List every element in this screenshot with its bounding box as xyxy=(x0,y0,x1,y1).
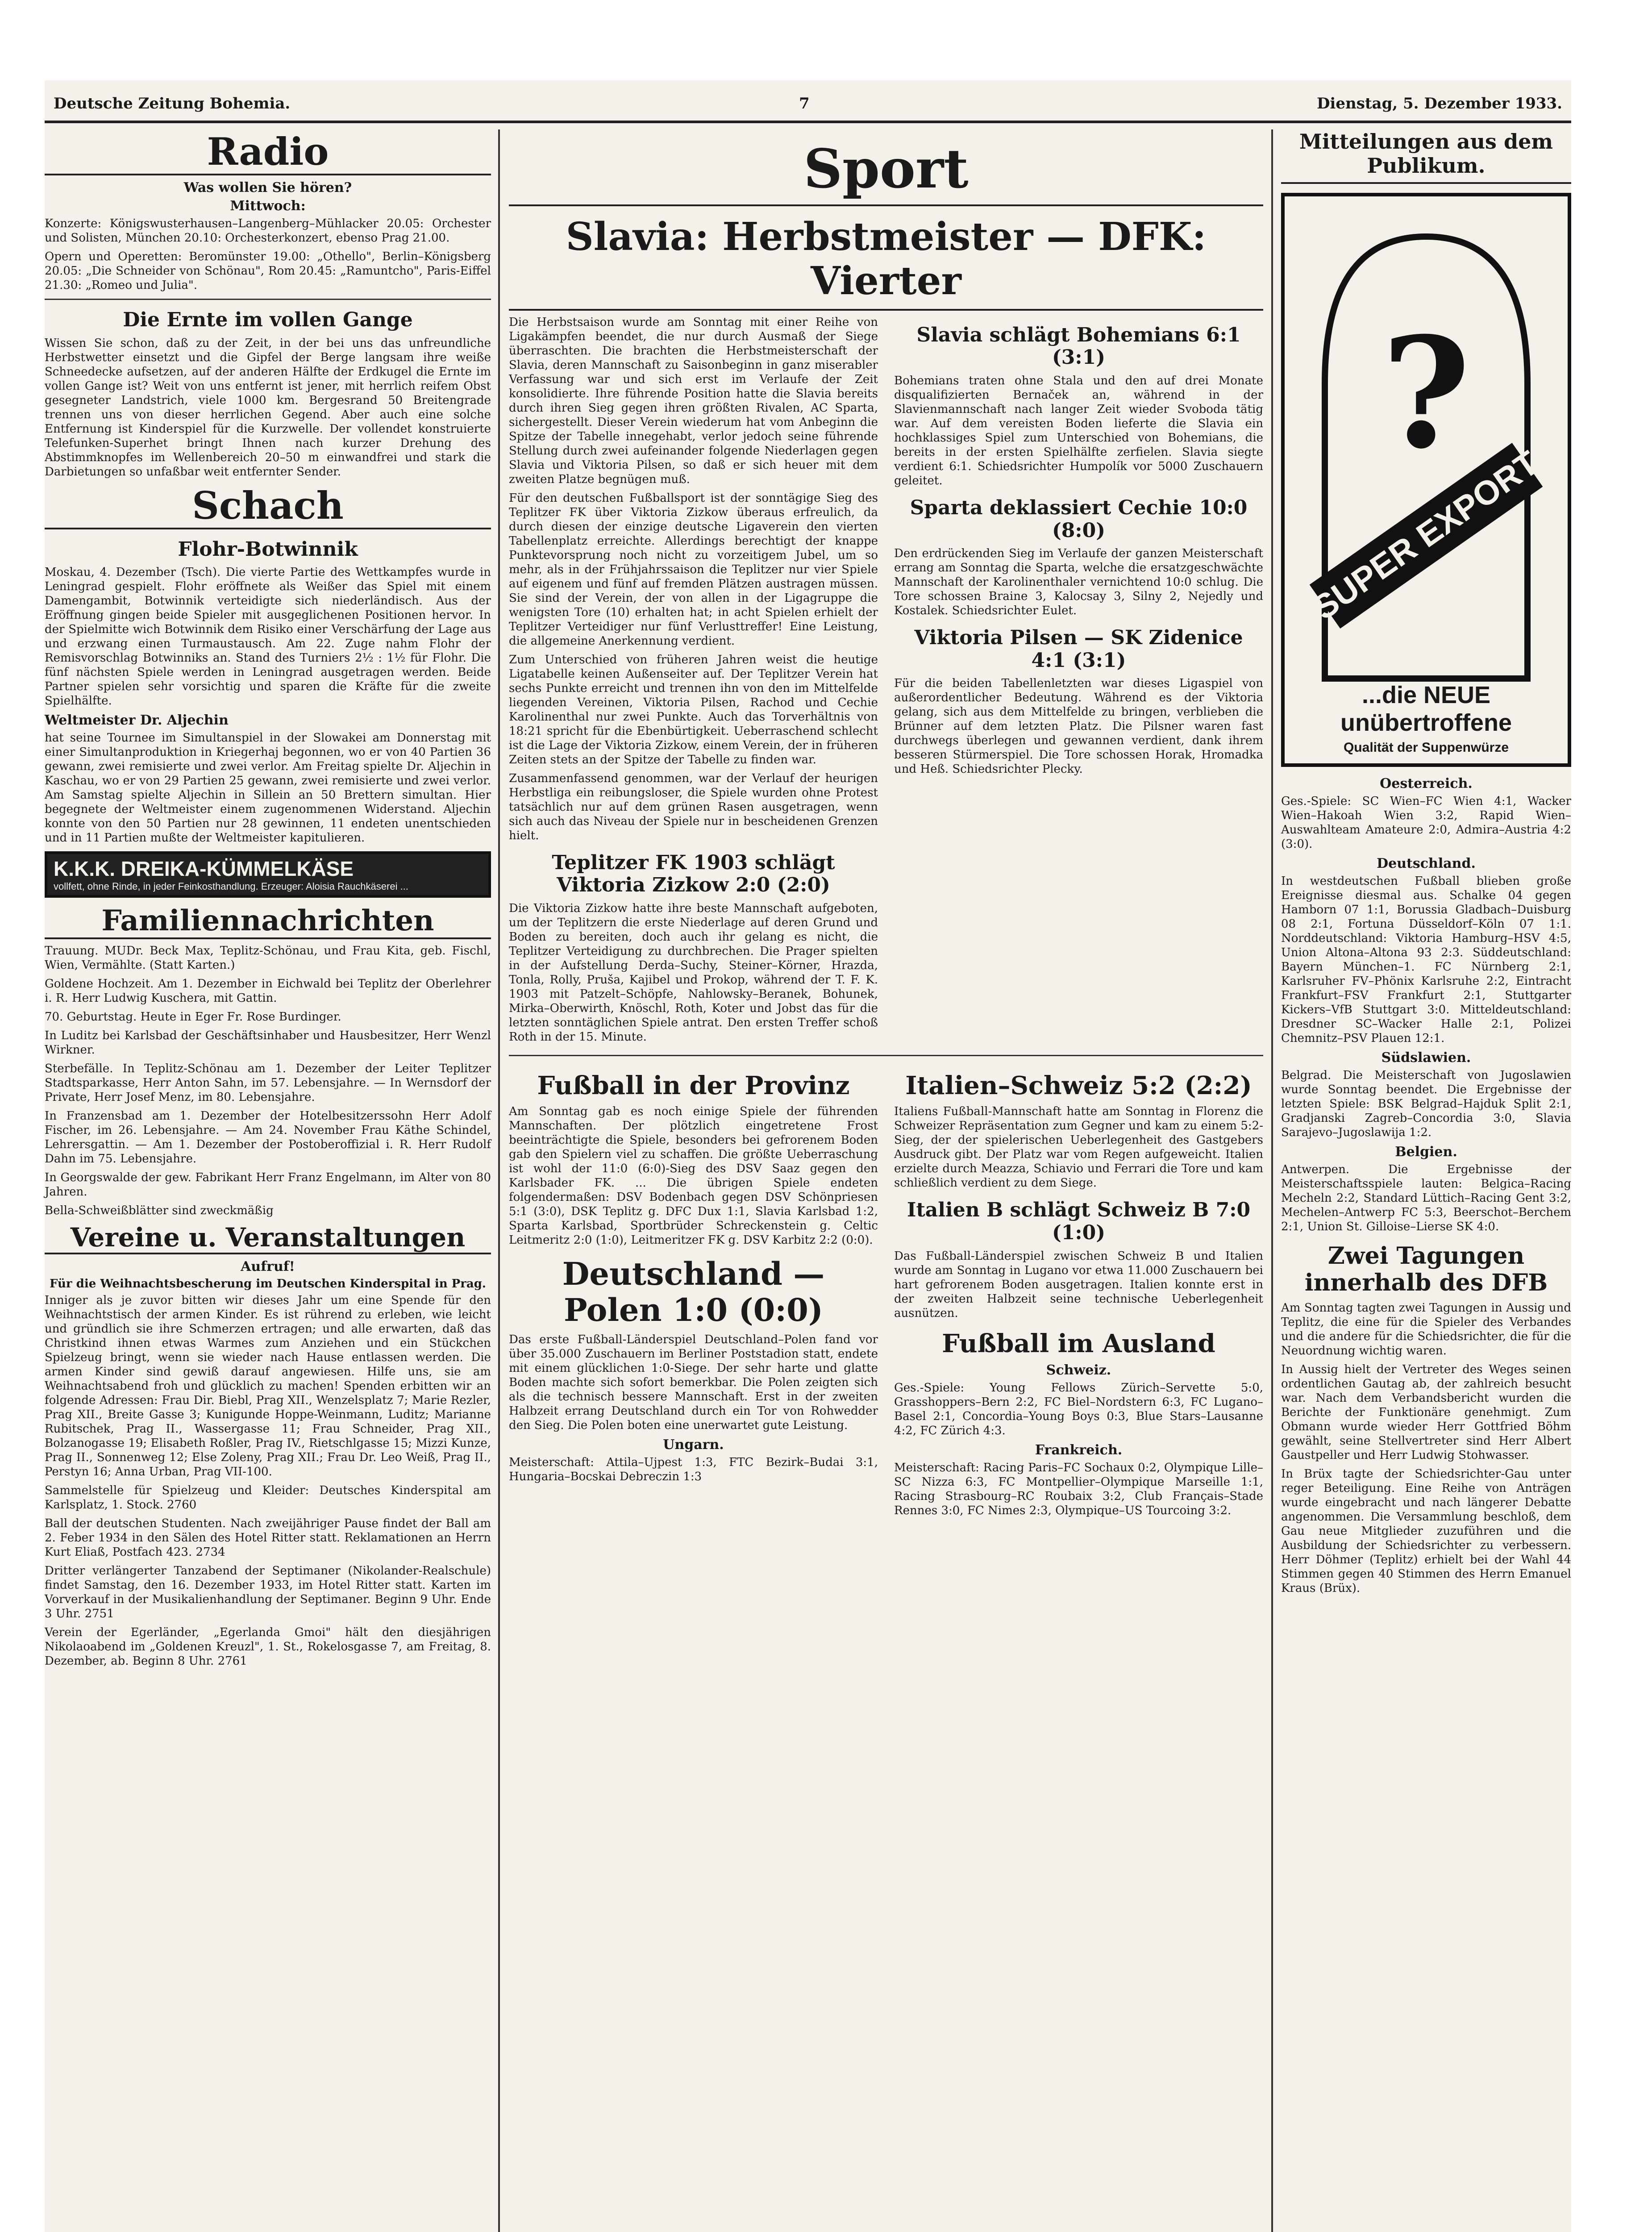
sport-column xyxy=(509,129,1263,1522)
vereine-student-ball: Ball der deutschen Studenten. Nach zweijähriger Pause findet der Ball am 2. Feber 1934 in den Sälen des Hotel Ritter statt. Reklamationen an Herrn Kurt Eliaß, Postfach 423. 2734 xyxy=(45,1517,491,1559)
right-column xyxy=(1281,129,1571,1600)
suedslavien-heading: Südslawien. xyxy=(1381,1050,1471,1066)
italy-b-text: Das Fußball-Länderspiel zwischen Schweiz B und Italien wurde am Sonntag in Lugano vor etwa 11.000 Zuschauern bei hart gefrorenem Boden ausgetragen. Italien konnte erst in der zweiten Halbzeit seine technische Ueberlegenheit ausnützen. xyxy=(894,1249,1263,1320)
schweiz-heading: Schweiz. xyxy=(1046,1362,1111,1378)
sport-title: Sport xyxy=(509,138,1263,206)
family-deaths: Sterbefälle. In Teplitz-Schönau am 1. Dezember der Leiter Teplitzer Stadtsparkasse, Herr Anton Sahn, im 57. Lebensjahre. — In Wernsdorf der Private, Herr Josef Menz, im 80. Lebensjahre. xyxy=(45,1062,491,1104)
family-marriage: Trauung. MUDr. Beck Max, Teplitz-Schönau, und Frau Kita, geb. Fischl, Wien, Vermählte. (Statt Karten.) xyxy=(45,944,491,972)
belgien-text: Antwerpen. Die Ergebnisse der Meisterschaftsspiele lauten: Belgica–Racing Mecheln 2:2, Standard Lüttich–Racing Gent 3:2, Mechelen–Antwerp FC 5:3, Beerschot–Berchem 2:1, Union St. Gilloise–Lierse SK 4:0. xyxy=(1281,1163,1571,1233)
deutschland-text: In westdeutschen Fußball blieben große Ereignisse diesmal aus. Schalke 04 gegen Hamborn 07 1:1, Borussia Gladbach–Duisburg 08 2:1, Fortuna Düsseldorf–Köln 07 1:1. Norddeutschland: Viktoria Hamburg–HSV 4:5, Union Altona–Altona 93 2:3. Süddeutschland: Bayern München–1. FC Nürnberg 2:1, Karlsruher FV–Phönix Karlsruhe 2:2, Eintracht Frankfurt–FSV Frankfurt 2:1, Stuttgarter Kickers–VfB Stuttgart 3:0. Mitteldeutschland: Dresdner SC–Wacker Halle 2:1, Polizei Chemnitz–PSV Plauen 12:1. xyxy=(1281,874,1571,1045)
oesterreich-text: Ges.-Spiele: SC Wien–FC Wien 4:1, Wacker Wien–Hakoah Wien 3:2, Rapid Wien–Auswahlteam Amateure 2:0, Admira–Austria 4:2 (3:0). xyxy=(1281,795,1571,851)
sport-lead-3: Zum Unterschied von früheren Jahren weist die heutige Ligatabelle keinen Außenseiter auf. Der Teplitzer Verein hat sechs Punkte erreicht und trennen ihn von den im Mittelfelde liegenden Vereinen, Viktoria Pilsen, Rachod und Cechie Karolinenthal nur zwei Punkte. Auch das Torverhältnis von 18:21 spricht für die Ebenbürtigkeit. Ueberraschend schlecht ist die Lage der Viktoria Zizkow, einem Verein, der in früheren Zeiten stets an der Spitze der Tabelle zu finden war. xyxy=(509,653,878,766)
italy-heading: Italien–Schweiz 5:2 (2:2) xyxy=(905,1070,1252,1100)
question-mark-icon: ? xyxy=(1382,304,1471,483)
sport-col-d xyxy=(894,1062,1263,1522)
radio-title: Radio xyxy=(45,129,491,175)
divider xyxy=(45,299,491,300)
super-export-caption-2: Qualität der Suppenwürze xyxy=(1343,740,1509,755)
dfb-text-3: In Brüx tagte der Schiedsrichter-Gau unter reger Beteiligung. Eine Reihe von Anträgen wurde eingebracht und nach längerer Debatte angenommen. Die Versammlung beschloß, dem Gau neue Mitglieder zuzuführen und die Ausbildung der Schiedsrichter zu verbessern. Herr Döhmer (Teplitz) erhielt bei der Wahl 44 Stimmen gegen 40 Stimmen des Herrn Emanuel Kraus (Brüx). xyxy=(1281,1467,1571,1595)
dp-heading: Deutschland — Polen 1:0 (0:0) xyxy=(562,1255,825,1328)
viktoria-text: Für die beiden Tabellenletzten war dieses Ligaspiel von außerordentlicher Bedeutung. Während es der Viktoria gelang, sich aus dem Mittelfelde zu bringen, verblieben die Brünner auf dem letzten Platz. Die Pilsner waren fast durchwegs überlegen und gewannen verdient, dank ihrem besseren Stürmerspiel. Die Tore schossen Horak, Hromadka und Heß. Schiedsrichter Plecky. xyxy=(894,677,1263,776)
family-birthday: 70. Geburtstag. Heute in Eger Fr. Rose Burdinger. xyxy=(45,1010,341,1024)
radio-concerts: Konzerte: Königswusterhausen–Langenberg–Mühlacker 20.05: Orchester und Solisten, München 20.10: Orchesterkonzert, ebenso Prag 21.00. xyxy=(45,217,491,245)
sport-lower-columns xyxy=(509,1062,1263,1522)
running-head xyxy=(45,80,1571,123)
family-birthday-2: In Luditz bei Karlsbad der Geschäftsinhaber und Hausbesitzer, Herr Wenzl Wirkner. xyxy=(45,1029,491,1057)
sport-col-a xyxy=(509,315,878,1049)
family-title: Familiennachrichten xyxy=(45,904,491,939)
sport-col-c xyxy=(509,1062,878,1522)
abroad-heading: Fußball im Ausland xyxy=(942,1328,1215,1358)
radio-harvest-text: Wissen Sie schon, daß zu der Zeit, in der bei uns das unfreundliche Herbstwetter einsetzt und die Gipfel der Berge langsam ihre weiße Schneedecke aufsetzen, auf der anderen Hälfte der Erdkugel die Ernte im vollen Gange ist? Weit von uns entfernt ist jener, mit herrlich reifem Obst gesegneter Landstrich, viele 1000 km. Bergesrand 50 Breitengrade trennen uns von dieser herrlichen Gegend. Aber auch eine solche Entfernung ist Kinderspiel für die Kurzwelle. Der vollendet konstruierte Telefunken-Superhet bringt Ihnen nach kurzer Drehung des Abstimmknopfes im Wellenbereich 20–50 m einwandfrei und stark die Darbietungen so unfaßbar weit entfernter Sender. xyxy=(45,336,491,479)
chess-match-text: Moskau, 4. Dezember (Tsch). Die vierte Partie des Wettkampfes wurde in Leningrad gespielt. Flohr eröffnete als Weißer das Spiel mit einem Damengambit, Botwinnik verteidigte sich niederländisch. Aus der Eröffnung gingen beide Spieler mit ausgeglichenen Positionen hervor. In der Spielmitte wich Botwinnik dem Risiko einer Verschärfung der Lage aus und erzwang einen Turmaustausch. Am 22. Zuge nahm Flohr der Remisvorschlag Botwinniks an. Stand des Turniers 2½ : 1½ für Flohr. Die fünf nächsten Spiele werden in Leningrad ausgetragen werden. Beide Partner spielen sehr vorsichtig und sparen die Kräfte für die zweite Spielhälfte. xyxy=(45,566,491,708)
ungarn-text: Meisterschaft: Attila–Ujpest 1:3, FTC Bezirk–Budai 3:1, Hungaria–Bocskai Debreczin 1:3 xyxy=(509,1456,878,1484)
sparta-heading: Sparta deklassiert Cechie 10:0 (8:0) xyxy=(910,496,1248,542)
oesterreich-heading: Oesterreich. xyxy=(1380,776,1473,791)
provinz-text: Am Sonntag gab es noch einige Spiele der führenden Mannschaften. Der plötzlich eingetretene Frost beeinträchtigte die Spiele, besonders bei gefrorenem Boden gab den Spielern viel zu schaffen. Die größte Ueberraschung ist wohl der 11:0 (6:0)-Sieg des DSV Saaz gegen den Karlsbader FK. ... Die übrigen Spiele endeten folgendermaßen: DSV Bodenbach gegen DSV Schönpriesen 5:1 (3:0), DSK Teplitz g. DFC Dux 1:1, Slavia Karlsbad 1:2, Sparta Karlsbad, Sportbrüder Schreckenstein g. Celtic Leitmeritz 2:0 (1:0), Leitmeritzer FK g. DSV Karbitz 2:2 (0:0). xyxy=(509,1105,878,1247)
deutschland-heading: Deutschland. xyxy=(1377,856,1476,871)
chess-aljechin-text: hat seine Tournee im Simultanspiel in der Slowakei am Donnerstag mit einer Simultanproduktion in Kriegerhaj begonnen, wo er von 40 Partien 36 gewann, zwei remisierte und zwei verlor. Am Freitag spielte Dr. Aljechin in Kaschau, wo er von 29 Partien 25 gewann, zwei remisierte und zwei verlor. Am Samstag spielte Aljechin in Sillein an 50 Brettern simultan. Hier begegnete der Weltmeister einem zugenommenen Widerstand. Aljechin konnte von den 50 Partien nur 28 gewinnen, 11 endeten unentschieden und in 11 Partien mußte der Weltmeister kapitulieren. xyxy=(45,731,491,845)
dreika-small: vollfett, ohne Rinde, in jeder Feinkosthandlung. Erzeuger: Aloisia Rauchkäserei ... xyxy=(54,881,408,892)
page-number: 7 xyxy=(799,95,810,112)
sport-lead-2: Für den deutschen Fußballsport ist der sonntägige Sieg des Teplitzer FK über Viktoria Zizkow überaus erfreulich, da durch diesen der einzige deutsche Ligaverein den vierten Tabellenplatz erreichte. Allerdings berechtigt der knappe Punktevorsprung noch nicht zu vorzeitigem Jubel, um so mehr, als in der Frühjahrssaison die Teplitzer nur vier Spiele auf eigenem und fünf auf fremden Plätzen austragen müssen. Sie sind der Verein, der von allen in der Ligagruppe die wenigsten Tore (10) erhalten hat; in acht Spielen erhielt der Teplitzer Verteidiger nur fünf Verlusttreffer! Eine Leistung, die allgemeine Anerkennung verdient. xyxy=(509,491,878,648)
mitteilungen-title: Mitteilungen aus dem Publikum. xyxy=(1281,129,1571,184)
family-bella: Bella-Schweißblätter sind zweckmäßig xyxy=(45,1204,274,1218)
dp-text: Das erste Fußball-Länderspiel Deutschland–Polen fand vor über 35.000 Zuschauern im Berliner Poststadion statt, endete mit einem glücklichen 1:0-Siege. Der sehr harte und glatte Boden machte sich sofort bemerkbar. Die Polen zeigten sich als die technisch bessere Mannschaft. Erst in der zweiten Halbzeit errang Deutschland durch ein Tor von Rohwedder den Sieg. Die Polen boten eine unerwartet gute Leistung. xyxy=(509,1333,878,1432)
dfb-heading: Zwei Tagungen innerhalb des DFB xyxy=(1304,1242,1548,1296)
slavia-text: Bohemians traten ohne Stala und den auf drei Monate disqualifizierten Bernaček an, während in der Slavienmannschaft nach langer Zeit wieder Svoboda tätig war. Auf dem vereisten Boden lieferte die Slavia ein hochklassiges Spiel zum Unterschied von Bohemians, die bereits in der ersten Spielhälfte zerfielen. Slavia siegte verdient 6:1. Schiedsrichter Humpolík vor 5000 Zuschauern geleitet. xyxy=(894,374,1263,487)
sport-lead-4: Zusammenfassend genommen, war der Verlauf der heurigen Herbstliga ein reibungsloser, die Spiele wurden ohne Protest tatsächlich nur auf dem grünen Rasen ausgetragen, wenn sich auch das Niveau der Spiele nur in bescheidenen Grenzen hielt. xyxy=(509,771,878,842)
ungarn-heading: Ungarn. xyxy=(663,1437,724,1453)
chess-match-heading: Flohr-Botwinnik xyxy=(178,537,358,561)
super-export-ad xyxy=(1281,193,1571,767)
slavia-heading: Slavia schlägt Bohemians 6:1 (3:1) xyxy=(916,323,1241,369)
dreika-ad xyxy=(45,851,491,898)
sport-lead-columns xyxy=(509,315,1263,1049)
sport-lead-1: Die Herbstsaison wurde am Sonntag mit einer Reihe von Ligakämpfen beendet, die nur durch Ausmaß der Siege überraschten. Die brachten die Herbstmeisterschaft der Slavia, deren Mannschaft zu Saisonbeginn in ganz miserabler Verfassung war und sich erst im Verlaufe der Zeit konsolidierte. Ihre führende Position hatte die Slavia bereits durch ihren Sieg gegen ihren größten Rivalen, AC Sparta, sichergestellt. Dieser Verein wiederum hat vom Anbeginn die Spitze der Tabelle innegehabt, verlor jedoch seine führende Stellung durch zwei aufeinander folgende Niederlagen gegen Slavia und Viktoria Pilsen, so daß er sich heuer mit dem zweiten Platze begnügen muß. xyxy=(509,315,878,486)
provinz-heading: Fußball in der Provinz xyxy=(537,1070,850,1100)
divider xyxy=(509,1055,1263,1056)
family-deaths-3: In Georgswalde der gew. Fabrikant Herr Franz Engelmann, im Alter von 80 Jahren. xyxy=(45,1171,491,1199)
paper-name: Deutsche Zeitung Bohemia. xyxy=(54,95,291,112)
vereine-egerlaender: Verein der Egerländer, „Egerlanda Gmoi" hält den diesjährigen Nikolaoabend im „Goldenen Kreuzl", 1. St., Rokelosgasse 7, am Freitag, 8. Dezember, ab. Beginn 8 Uhr. 2761 xyxy=(45,1626,491,1668)
viktoria-heading: Viktoria Pilsen — SK Zidenice 4:1 (3:1) xyxy=(914,626,1243,672)
column-rule xyxy=(1271,129,1273,2232)
super-export-illustration xyxy=(1285,196,1568,756)
sport-col-b xyxy=(894,315,1263,1049)
newspaper-page xyxy=(45,80,1571,2232)
radio-day: Mittwoch: xyxy=(230,198,306,214)
vereine-title: Vereine u. Veranstaltungen xyxy=(45,1222,491,1254)
vereine-collection: Sammelstelle für Spielzeug und Kleider: Deutsches Kinderspital am Karlsplatz, 1. Stock. 2760 xyxy=(45,1484,491,1512)
column-rule xyxy=(498,129,500,2232)
radio-question: Was wollen Sie hören? xyxy=(183,180,352,196)
chess-aljechin-heading: Weltmeister Dr. Aljechin xyxy=(45,712,229,729)
vereine-appeal-text: Inniger als je zuvor bitten wir dieses Jahr um eine Spende für den Weihnachtstisch der armen Kinder. Es ist rührend zu erleben, wie leicht und gründlich sie ihre Schmerzen ertragen; und alle erwarten, daß das Christkind ihnen etwas Warmes zum Anziehen und ein Stückchen Spielzeug bringt, wenn sie wieder nach Hause entlassen werden. Die armen Kinder sind gewiß darauf angewiesen. Hilfe uns, sie am Weihnachtsabend froh und glücklich zu machen! Spenden erbitten wir an folgende Adressen: Frau Dir. Biebl, Prag XII., Wenzelsplatz 7; Marie Rezler, Prag XII., Breite Gasse 3; Kunigunde Hoppe-Weinmann, Luditz; Marianne Rubitschek, Prag II., Wassergasse 11; Frau Schneider, Prag XII., Bolzanogasse 19; Elisabeth Roßler, Prag IV., Rietschlgasse 15; Mizzi Kunze, Prag II., Sonnenweg 12; Else Zoleny, Prag XII.; Frau Dr. Leo Weiß, Prag II., Perstyn 16; Anna Urban, Prag VII-100. xyxy=(45,1294,491,1479)
italy-b-heading: Italien B schlägt Schweiz B 7:0 (1:0) xyxy=(907,1199,1251,1244)
vereine-dance: Dritter verlängerter Tanzabend der Septimaner (Nikolander-Realschule) findet Samstag, den 16. Dezember 1933, im Hotel Ritter statt. Karten im Vorverkauf in der Musikalienhandlung der Septimaner. Beginn 9 Uhr. Ende 3 Uhr. 2751 xyxy=(45,1564,491,1621)
vereine-appeal-sub: Für die Weihnachtsbescherung im Deutschen Kinderspital in Prag. xyxy=(50,1277,486,1291)
left-column xyxy=(45,129,491,1673)
dfb-text-1: Am Sonntag tagten zwei Tagungen in Aussig und Teplitz, die eine für die Spieler des Verbandes und die andere für die Schiedsrichter, die für die Neuordnung wichtig waren. xyxy=(1281,1301,1571,1358)
family-golden-wedding: Goldene Hochzeit. Am 1. Dezember in Eichwald bei Teplitz der Oberlehrer i. R. Herr Ludwig Kuschera, mit Gattin. xyxy=(45,977,491,1005)
teplitz-text: Die Viktoria Zizkow hatte ihre beste Mannschaft aufgeboten, um der Teplitzern die erste Niederlage auf deren Grund und Boden zu bereiten, doch auch ihr gelang es nicht, die Teplitzer Verteidigung zu durchbrechen. Die Prager spielten in der Aufstellung Derda–Suchy, Steiner–Körner, Hrazda, Tonla, Rolly, Pruša, Kajibel und Prokop, während der T. F. K. 1903 mit Patzelt–Schöpfe, Nahlowsky–Beranek, Bohunek, Mirka–Oberwirth, Knöschl, Roth, Koter und Jobst das für die letzten sonntäglichen Spiele antrat. Den ersten Treffer schoß Roth in der 15. Minute. xyxy=(509,901,878,1044)
dfb-text-2: In Aussig hielt der Vertreter des Weges seinen ordentlichen Gautag ab, der zahlreich besucht war. Nach dem Verbandsbericht wurden die Berichte der Funktionäre genehmigt. Zum Obmann wurde wieder Herr Gottfried Böhm gewählt, seine Stellvertreter sind Herr Albert Gaustpeller und Herr Ludwig Stohwasser. xyxy=(1281,1362,1571,1462)
frank-text: Meisterschaft: Racing Paris–FC Sochaux 0:2, Olympique Lille–SC Nizza 6:3, FC Montpellier–Olympique Marseille 1:1, Racing Strasbourg–RC Roubaix 3:2, Club Français–Stade Rennes 3:0, FC Nimes 2:3, Olympique–US Tourcoing 3:2. xyxy=(894,1461,1263,1517)
teplitz-heading: Teplitzer FK 1903 schlägt Viktoria Zizkow 2:0 (2:0) xyxy=(552,851,835,897)
issue-date: Dienstag, 5. Dezember 1933. xyxy=(1316,95,1562,112)
schweiz-text: Ges.-Spiele: Young Fellows Zürich–Servette 5:0, Grasshoppers–Bern 2:2, FC Biel–Nordstern 6:3, FC Lugano–Basel 2:1, Concordia–Young Boys 0:3, Blue Stars–Lausanne 4:2, FC Zürich 4:3. xyxy=(894,1381,1263,1437)
super-export-text: SUPER EXPORT xyxy=(1306,444,1546,628)
family-deaths-2: In Franzensbad am 1. Dezember der Hotelbesitzerssohn Herr Adolf Fischer, im 26. Lebensjahre. — Am 24. November Frau Käthe Schindel, Lehrersgattin. — Am 1. Dezember der Postoberoffizial i. R. Herr Rudolf Dahn im 75. Lebensjahre. xyxy=(45,1109,491,1166)
suedslavien-text: Belgrad. Die Meisterschaft von Jugoslawien wurde Sonntag beendet. Die Ergebnisse der letzten Spiele: BSK Belgrad–Hajduk Split 2:1, Gradjanski Zagreb–Concordia 3:0, Slavia Sarajevo–Jugoslawija 1:2. xyxy=(1281,1069,1571,1139)
italy-text: Italiens Fußball-Mannschaft hatte am Sonntag in Florenz die Schweizer Repräsentation zum Gegner und kam zu einem 5:2-Sieg, der der spielerischen Ueberlegenheit des Gastgebers Ausdruck gibt. Der Platz war vom Regen aufgeweicht. Italien erzielte durch Meazza, Schiavio und Ferrari die Tore und kam schließlich verdient zu dem Siege. xyxy=(894,1105,1263,1190)
vereine-appeal: Aufruf! xyxy=(241,1259,295,1275)
super-export-caption: ...die NEUE unübertroffene xyxy=(1340,682,1512,736)
radio-harvest-heading: Die Ernte im vollen Gange xyxy=(123,308,413,331)
frank-heading: Frankreich. xyxy=(1035,1442,1123,1458)
dreika-brand: K.K.K. DREIKA-KÜMMELKÄSE xyxy=(54,857,354,881)
belgien-heading: Belgien. xyxy=(1395,1144,1457,1160)
sparta-text: Den erdrückenden Sieg im Verlaufe der ganzen Meisterschaft errang am Sonntag die Sparta, welche die ersatzgeschwächte Mannschaft der Karolinenthaler vernichtend 10:0 schlug. Die Tore schossen Braine 3, Kalocsay 3, Silny 2, Nejedly und Kostalek. Schiedsrichter Eulet. xyxy=(894,547,1263,618)
radio-operas: Opern und Operetten: Beromünster 19.00: „Othello", Berlin–Königsberg 20.05: „Die Schneider von Schönau", Rom 20.45: „Ramuntcho", Paris-Eiffel 21.30: „Romeo und Julia". xyxy=(45,250,491,292)
sport-banner: Slavia: Herbstmeister — DFK: Vierter xyxy=(509,215,1263,311)
chess-title: Schach xyxy=(45,483,491,529)
